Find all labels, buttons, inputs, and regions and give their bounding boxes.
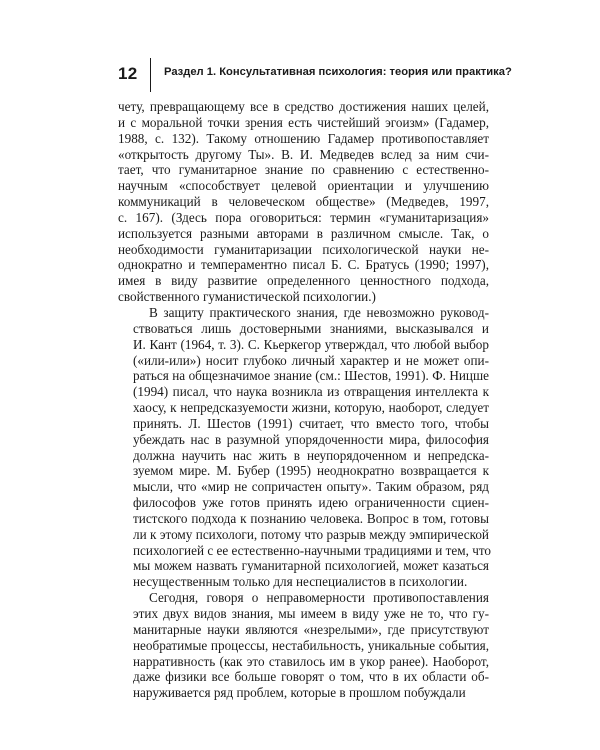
text-line: убеждать нас в разумной упорядоченности мира, философия: [133, 431, 489, 447]
text-line: раться на общезначимое знание (см.: Шестов, 1991). Ф. Ницше: [133, 368, 489, 384]
text-line: психологией с ее естественно-научными традициями и тем, что: [133, 542, 492, 558]
header-divider: [150, 58, 151, 92]
text-line: И. Кант (1964, т. 3). С. Кьеркегор утверждал, что любой выбор: [133, 336, 489, 352]
running-head: Раздел 1. Консультативная психология: теория или практика?: [164, 66, 512, 78]
text-line: тает, что гуманитарное знание по сравнению с естественно-: [118, 162, 489, 178]
text-line: и с моральной точки зрения есть чистейший эгоизм» (Гадамер,: [118, 114, 489, 130]
text-line: необходимости гуманитаризации психологической науки не-: [118, 241, 489, 257]
text-line: принять. Л. Шестов (1991) считает, что вместо того, чтобы: [133, 415, 489, 431]
page-header: [118, 58, 512, 94]
text-line: «открытость другому Ты». В. И. Медведев вслед за ним счи-: [118, 146, 489, 162]
text-line: чету, превращающему все в средство достижения наших целей,: [118, 99, 489, 114]
text-line: используется разными авторами в различном смысле. Так, о: [118, 225, 489, 241]
text-line: даже физики все больше говорят о том, что в их области об-: [133, 669, 489, 685]
text-line: философов уже готов принять идею ограниченности сциен-: [133, 495, 489, 511]
text-line: хаосу, к непредсказуемости жизни, которую, наоборот, следует: [133, 400, 489, 416]
text-line: Сегодня, говоря о неправомерности противопоставления: [149, 590, 489, 606]
text-line: с. 167). (Здесь пора оговориться: термин «гуманитаризация»: [118, 209, 489, 225]
text-line: однократно и темпераментно писал Б. С. Братусь (1990; 1997),: [118, 257, 489, 273]
text-line: необратимые процессы, нестабильность, уникальные события,: [133, 637, 489, 653]
text-line: коммуникаций в человеческом обществе» (Медведев, 1997,: [118, 194, 489, 210]
text-line: ствоваться лишь достоверными знаниями, высказывался и: [133, 320, 489, 336]
text-line: имея в виду развитие определенного ценностного подхода,: [118, 273, 489, 289]
text-line: мысли, что «мир не сопричастен опыту». Таким образом, ряд: [133, 479, 489, 495]
text-line: должна научить нас жить в неупорядоченном и непредска-: [133, 447, 489, 463]
text-line: мы можем назвать гуманитарной психологией, может казаться: [133, 558, 489, 574]
text-line: наруживается ряд проблем, которые в прошлом побуждали: [133, 685, 466, 701]
text-line: несущественным только для неспециалистов в психологии.: [133, 574, 468, 590]
text-line: 1988, с. 132). Такому отношению Гадамер противопоставляет: [118, 130, 489, 146]
paragraph: [118, 304, 492, 590]
page-number: 12: [118, 64, 138, 83]
paragraph: [118, 99, 489, 305]
text-line: этих двух видов знания, мы имеем в виду уже не то, что гу-: [133, 606, 489, 621]
text-line: свойственного гуманистической психологии.): [118, 289, 376, 305]
text-line: («или-или») носит глубоко личный характер и не может опи-: [133, 352, 489, 368]
text-line: зуемом мире. М. Бубер (1995) неоднократно возвращается к: [133, 463, 489, 479]
paragraph: [118, 590, 489, 701]
text-line: тистского подхода к познанию человека. Вопрос в том, готовы: [133, 510, 489, 526]
text-line: научным «способствует целевой ориентации и улучшению: [118, 178, 489, 194]
body-text: [118, 99, 492, 701]
text-line: нарративность (как это ставилось им в укор ранее). Наоборот,: [133, 653, 489, 669]
text-line: (1994) писал, что наука возникла из отвращения интеллекта к: [133, 384, 489, 400]
text-line: манитарные науки являются «незрелыми», где присутствуют: [133, 621, 489, 637]
text-line: ли к этому психологи, потому что разрыв между эмпирической: [133, 526, 489, 542]
text-line: В защиту практического знания, где невозможно руковод-: [149, 304, 489, 320]
